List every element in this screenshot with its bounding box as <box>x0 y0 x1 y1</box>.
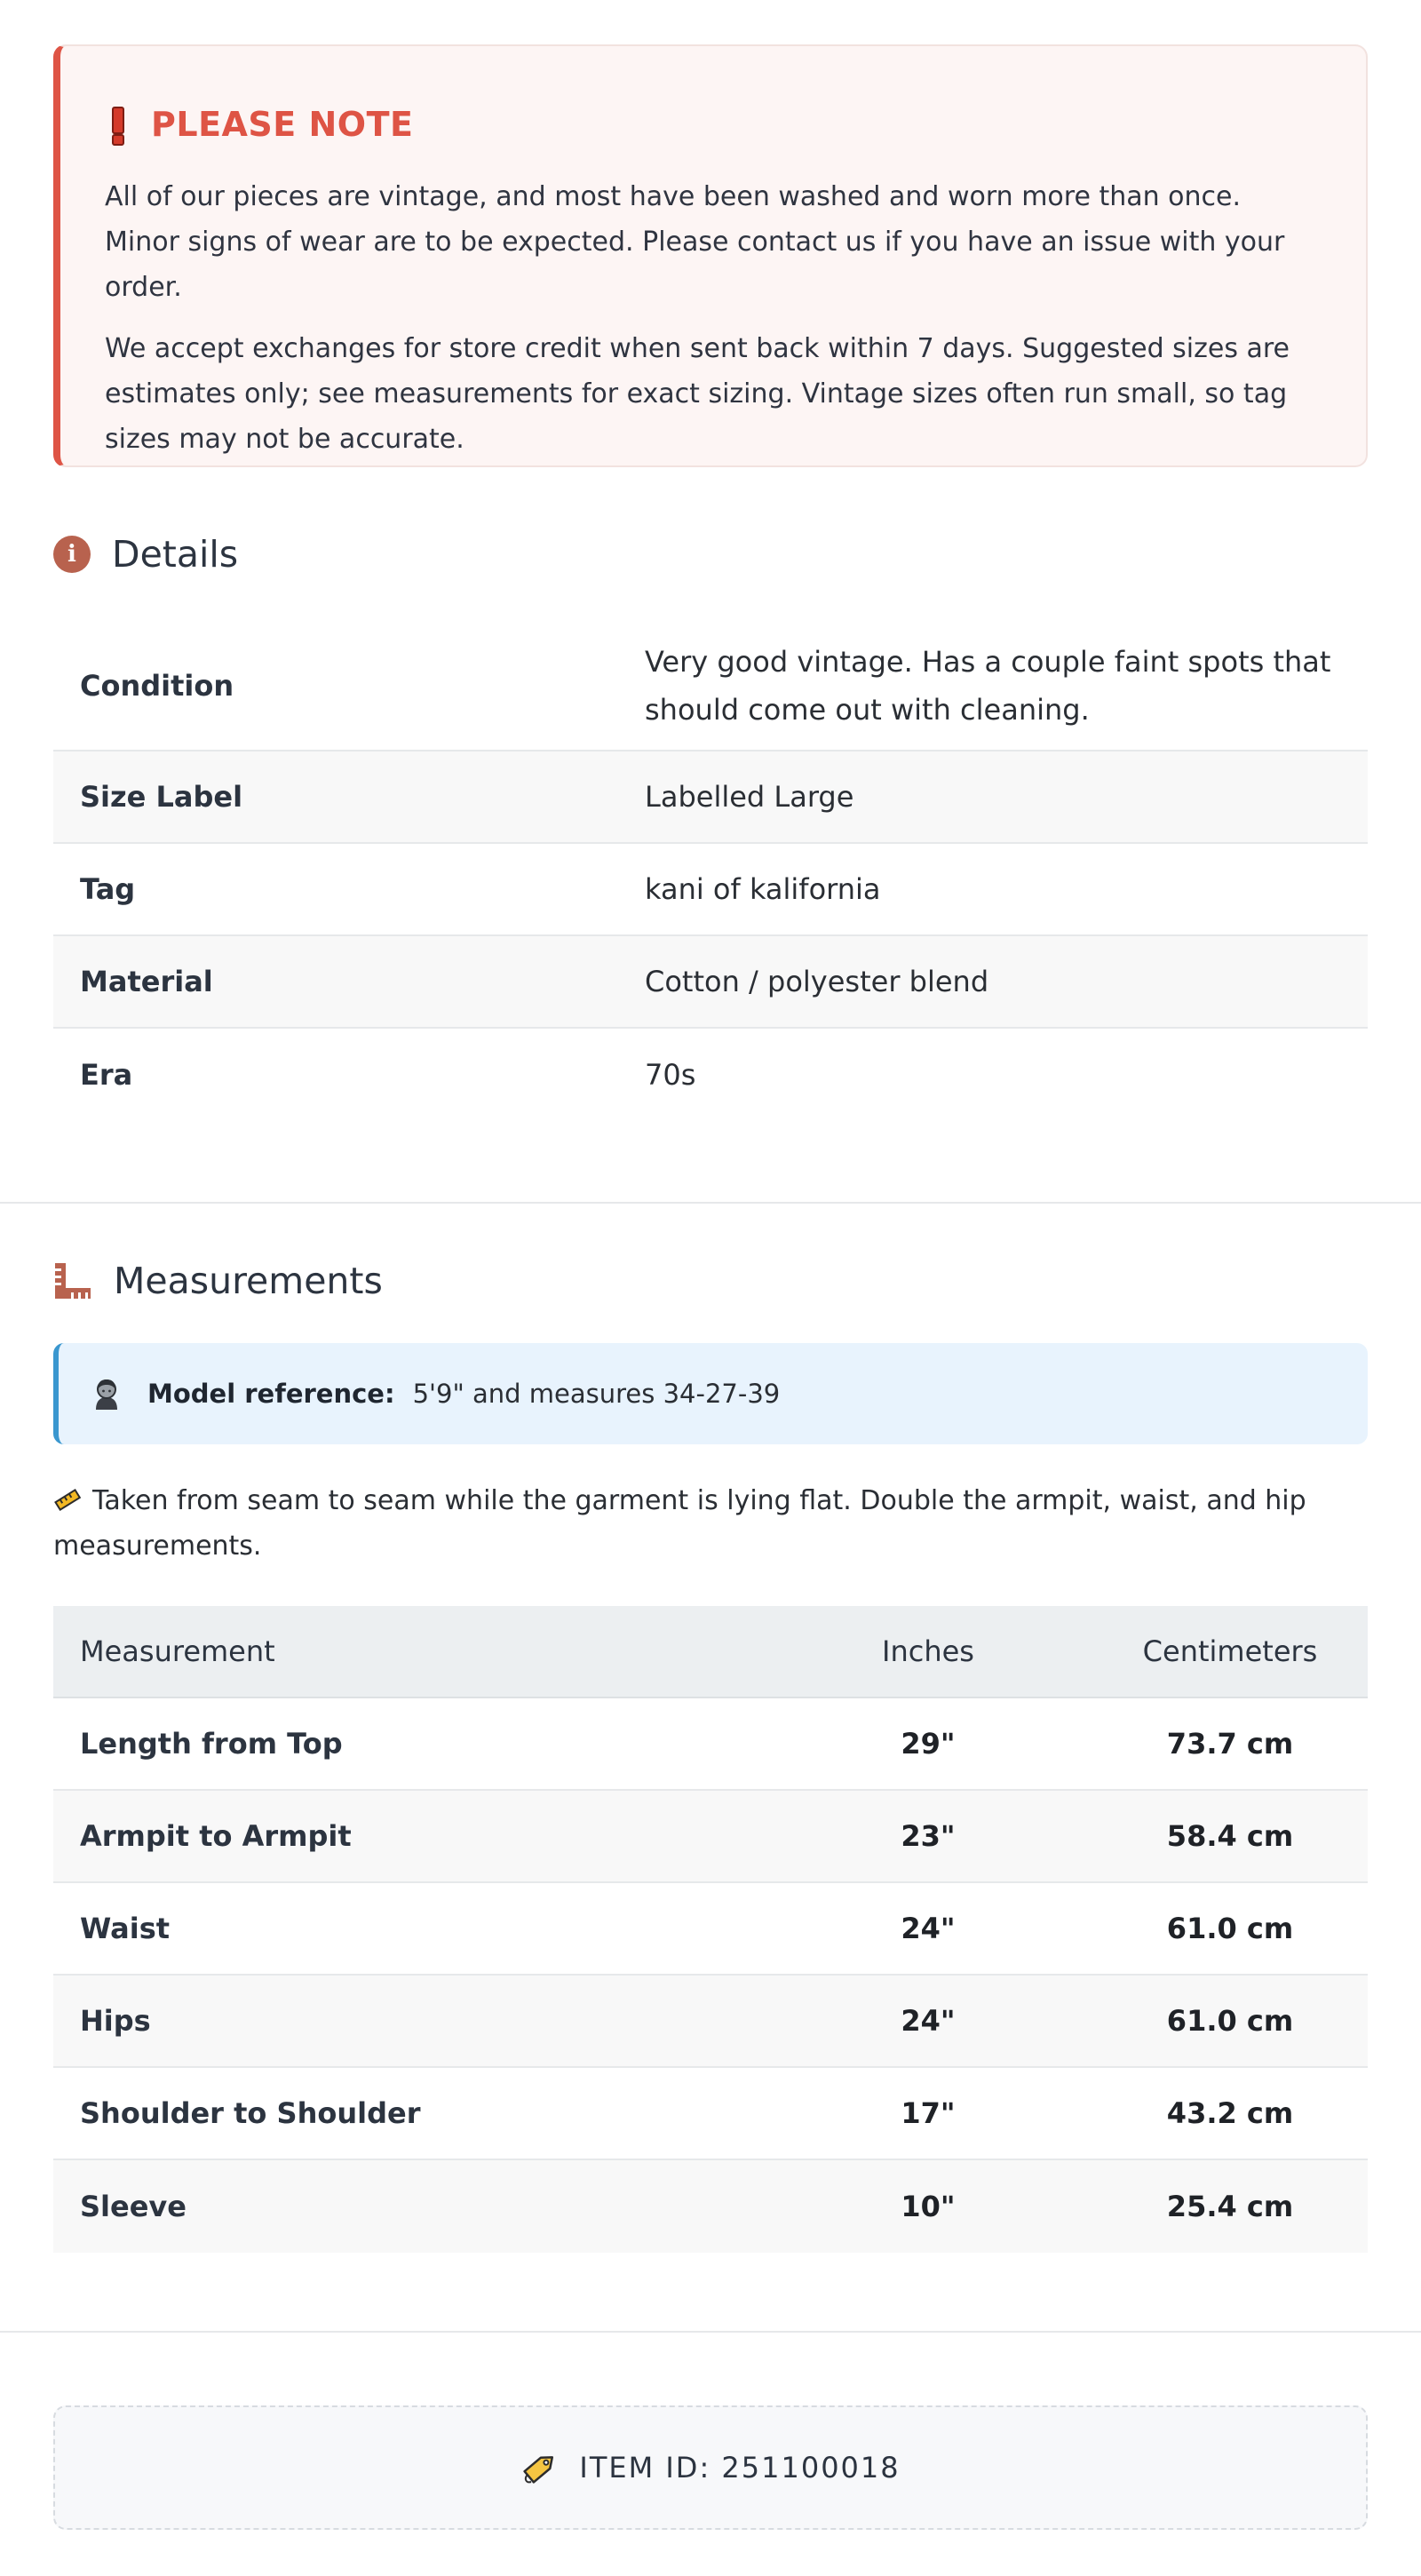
detail-value: Labelled Large <box>645 780 854 814</box>
details-row-size-label <box>53 751 1368 844</box>
detail-value: kani of kalifornia <box>645 872 881 906</box>
measurement-name: Length from Top <box>80 1727 343 1761</box>
model-reference-value: 5'9" and measures 34-27-39 <box>412 1379 781 1409</box>
notice-paragraph: All of our pieces are vintage, and most have been washed and worn more than once. Minor signs of wear are to be expected. Please contact us if you have an issue with your order. <box>105 181 1285 303</box>
info-icon: i <box>53 536 91 573</box>
exclamation-icon <box>112 107 121 142</box>
measurements-heading <box>53 1254 383 1308</box>
details-row-condition <box>53 622 1368 751</box>
ruler-icon <box>53 1261 92 1300</box>
table-row <box>53 1883 1368 1976</box>
table-row <box>53 1791 1368 1883</box>
model-reference-callout <box>53 1343 1368 1444</box>
measurement-inches: 17" <box>901 2096 956 2130</box>
detail-label: Material <box>80 965 213 998</box>
measurement-cm: 43.2 cm <box>1166 2096 1294 2130</box>
measurement-cm: 61.0 cm <box>1166 2004 1294 2038</box>
measurement-cm: 25.4 cm <box>1166 2190 1294 2223</box>
measurement-name: Armpit to Armpit <box>80 1819 352 1853</box>
column-header-inches: Inches <box>882 1634 974 1668</box>
section-divider <box>0 1202 1421 1204</box>
detail-label: Size Label <box>80 780 243 814</box>
table-row <box>53 1976 1368 2068</box>
table-row <box>53 2068 1368 2160</box>
details-row-material <box>53 936 1368 1029</box>
details-row-tag <box>53 844 1368 936</box>
details-row-era <box>53 1029 1368 1121</box>
measurement-inches: 29" <box>901 1727 956 1761</box>
measurement-name: Sleeve <box>80 2190 187 2223</box>
detail-label: Tag <box>80 872 136 906</box>
table-row <box>53 1698 1368 1791</box>
measurement-name: Hips <box>80 2004 151 2038</box>
measurement-cm: 58.4 cm <box>1166 1819 1294 1853</box>
detail-value: Very good vintage. Has a couple faint spots that should come out with cleaning. <box>645 645 1331 727</box>
measurement-inches: 24" <box>901 2004 956 2038</box>
measurement-inches: 24" <box>901 1912 956 1945</box>
measurement-inches: 10" <box>901 2190 956 2223</box>
pencil-icon <box>53 1482 83 1508</box>
column-header-measurement: Measurement <box>80 1634 275 1668</box>
detail-value: 70s <box>645 1058 696 1092</box>
table-row <box>53 2160 1368 2253</box>
notice-header <box>105 98 1320 151</box>
details-heading <box>53 528 238 581</box>
detail-label: Condition <box>80 669 234 703</box>
tag-icon <box>520 2448 560 2487</box>
measurement-note-text: Taken from seam to seam while the garment is lying flat. Double the armpit, waist, and hip measurements. <box>53 1485 1306 1562</box>
notice-paragraph: We accept exchanges for store credit when sent back within 7 days. Suggested sizes are estimates only; see measurements for exact sizing. Vintage sizes often run small, so tag sizes may not be accurate. <box>105 333 1290 455</box>
measurement-cm: 73.7 cm <box>1166 1727 1294 1761</box>
measurements-title: Measurements <box>114 1260 383 1302</box>
model-reference-label: Model reference: <box>147 1379 395 1409</box>
please-note-card <box>53 44 1368 467</box>
measurement-note <box>53 1478 1368 1569</box>
measurement-inches: 23" <box>901 1819 956 1853</box>
details-table <box>53 622 1368 1121</box>
item-id-box <box>53 2405 1368 2530</box>
section-divider <box>0 2331 1421 2333</box>
detail-label: Era <box>80 1058 133 1092</box>
column-header-centimeters: Centimeters <box>1142 1634 1318 1668</box>
measurement-name: Shoulder to Shoulder <box>80 2096 421 2130</box>
measurement-cm: 61.0 cm <box>1166 1912 1294 1945</box>
measurements-table-header <box>53 1606 1368 1698</box>
details-title: Details <box>112 533 239 576</box>
notice-title: PLEASE NOTE <box>151 105 414 144</box>
measurements-table <box>53 1606 1368 2253</box>
item-id-text: ITEM ID: 251100018 <box>579 2451 901 2485</box>
person-icon <box>89 1376 124 1411</box>
measurement-name: Waist <box>80 1912 171 1945</box>
detail-value: Cotton / polyester blend <box>645 965 989 998</box>
